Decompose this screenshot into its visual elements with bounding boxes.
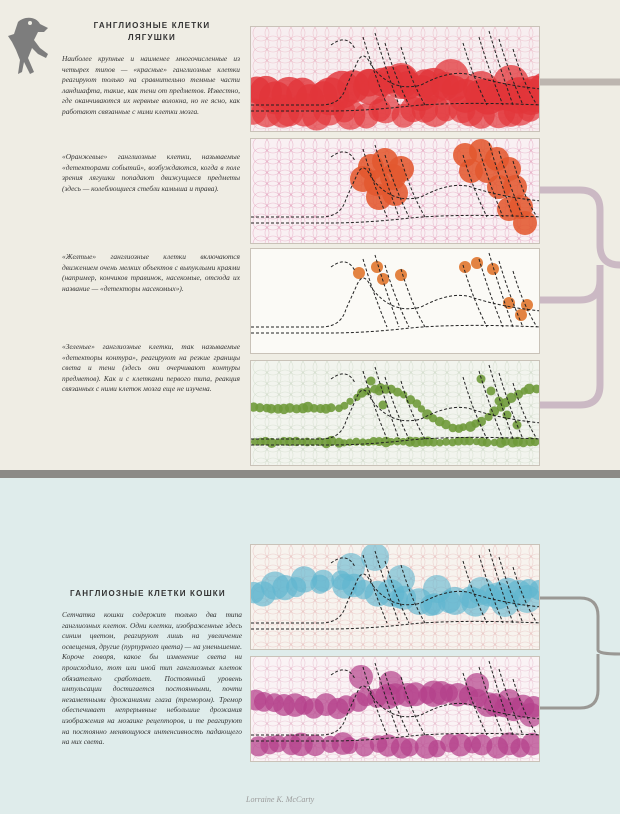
blue-cells-panel [250, 544, 540, 650]
orange-cells-panel [250, 138, 540, 244]
yellow-cells-panel [250, 248, 540, 354]
cat-connector [540, 590, 620, 720]
purple-cells-illustration [251, 657, 540, 762]
para-green-cells: «Зеленые» ганглиозные клетки, так называемые «детекторы контура», реагируют на резкие границы света и тени (здесь они очерчивают контуры предметов). Как и с клетками первого типа, реакция связанных с ними клеток мозга еще не изучена. [62, 342, 240, 394]
artist-signature: Lorraine K. McCarty [246, 795, 315, 804]
purple-cells-panel [250, 656, 540, 762]
section-divider [0, 470, 620, 478]
yellow-cells-illustration [251, 249, 540, 354]
frog-icon [4, 14, 54, 80]
para-yellow-cells: «Желтые» ганглиозные клетки включаются движением очень мелких объектов с выпуклыми краями (например, кончиков травинок, насекомые, отсюда их название — «детекторы насекомых»). [62, 252, 240, 293]
red-cells-illustration [251, 27, 540, 132]
green-cells-illustration [251, 361, 540, 466]
frog-title [72, 20, 232, 44]
blue-cells-illustration [251, 545, 540, 650]
green-cells-panel [250, 360, 540, 466]
para-red-cells: Наиболее крупные и наименее многочисленные из четырех типов — «красные» ганглиозные клетки реагируют только на сравнительно темные части ландшафта, такие, как тени от предметов. Известно, где оканчиваются их нервные волокна, но не ясно, как работают связанные с ними клетки мозга. [62, 54, 240, 116]
cat-paragraph: Сетчатка кошки содержит только два типа ганглиозных клеток. Одни клетки, изображенные здесь синим цветом, реагируют лишь на увеличение освещения, другие (пурпурного цвета) — на уменьшение. Короче говоря, какое бы изменение света ни происходило, тот или иной тип ганглиозных клеток обязательно сработает. Постоянный уровень импульсации достигается постоянными, почти незаметными дрожаниями глаза (тремором). Тремор обеспечивает непрерывные небольшие дрожания изображения на мозаике рецепторов, и те реагируют на постоянно меняющуюся интенсивность падающего на них света. [62, 610, 242, 747]
frog-connector [540, 60, 620, 430]
red-cells-panel [250, 26, 540, 132]
para-orange-cells: «Оранжевые» ганглиозные клетки, называемые «детекторами событий», возбуждаются, когда в поле зрения лягушки попадают движущиеся предметы (здесь — колеблющиеся стебли камыша и трава). [62, 152, 240, 193]
frog-title-line1: ГАНГЛИОЗНЫЕ КЛЕТКИ [93, 21, 211, 30]
orange-cells-illustration [251, 139, 540, 244]
cat-title: ГАНГЛИОЗНЫЕ КЛЕТКИ КОШКИ [70, 589, 226, 598]
frog-title-line2: ЛЯГУШКИ [128, 33, 176, 42]
